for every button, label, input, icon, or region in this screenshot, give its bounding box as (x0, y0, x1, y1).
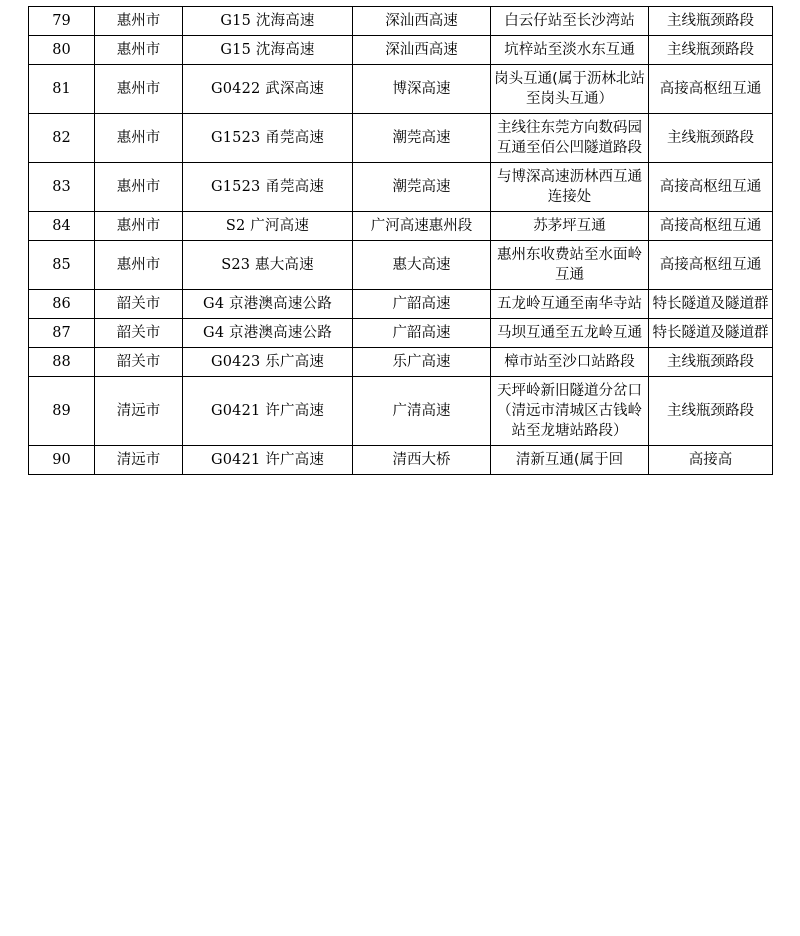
table-row (29, 212, 773, 241)
table-row (29, 377, 773, 446)
cell-city: 惠州市 (95, 65, 183, 114)
cell-city: 惠州市 (95, 241, 183, 290)
cell-road: S2 广河高速 (183, 212, 353, 241)
cell-type: 高接高枢纽互通 (649, 241, 773, 290)
cell-road: G0421 许广高速 (183, 377, 353, 446)
table-row (29, 446, 773, 475)
cell-road: G4 京港澳高速公路 (183, 319, 353, 348)
cell-type: 主线瓶颈路段 (649, 36, 773, 65)
cell-alias: 广河高速惠州段 (353, 212, 491, 241)
cell-type: 高接高枢纽互通 (649, 65, 773, 114)
cell-type: 高接高枢纽互通 (649, 163, 773, 212)
table-row (29, 348, 773, 377)
cell-section: 惠州东收费站至水面岭互通 (491, 241, 649, 290)
table-row (29, 7, 773, 36)
cell-road: G4 京港澳高速公路 (183, 290, 353, 319)
cell-city: 韶关市 (95, 348, 183, 377)
cell-no: 81 (29, 65, 95, 114)
cell-type: 主线瓶颈路段 (649, 7, 773, 36)
cell-city: 韶关市 (95, 319, 183, 348)
cell-section: 天坪岭新旧隧道分岔口（清远市清城区古钱岭站至龙塘站路段） (491, 377, 649, 446)
cell-no: 89 (29, 377, 95, 446)
cell-no: 90 (29, 446, 95, 475)
cell-no: 79 (29, 7, 95, 36)
cell-section: 五龙岭互通至南华寺站 (491, 290, 649, 319)
table-row (29, 290, 773, 319)
cell-alias: 深汕西高速 (353, 36, 491, 65)
highway-sections-table (28, 6, 773, 475)
cell-section: 樟市站至沙口站路段 (491, 348, 649, 377)
cell-city: 惠州市 (95, 114, 183, 163)
cell-road: G15 沈海高速 (183, 36, 353, 65)
cell-alias: 博深高速 (353, 65, 491, 114)
cell-section: 白云仔站至长沙湾站 (491, 7, 649, 36)
cell-type: 主线瓶颈路段 (649, 377, 773, 446)
cell-section: 岗头互通(属于沥林北站至岗头互通） (491, 65, 649, 114)
cell-road: G1523 甬莞高速 (183, 114, 353, 163)
cell-alias: 广韶高速 (353, 290, 491, 319)
cell-alias: 乐广高速 (353, 348, 491, 377)
cell-city: 惠州市 (95, 7, 183, 36)
cell-alias: 惠大高速 (353, 241, 491, 290)
cell-no: 85 (29, 241, 95, 290)
cell-city: 惠州市 (95, 36, 183, 65)
table-row (29, 163, 773, 212)
table-row (29, 319, 773, 348)
cell-type: 主线瓶颈路段 (649, 348, 773, 377)
cell-city: 清远市 (95, 377, 183, 446)
cell-no: 83 (29, 163, 95, 212)
cell-alias: 潮莞高速 (353, 163, 491, 212)
cell-section: 主线往东莞方向数码园互通至佰公凹隧道路段 (491, 114, 649, 163)
cell-city: 韶关市 (95, 290, 183, 319)
table-body (29, 7, 773, 475)
cell-road: G15 沈海高速 (183, 7, 353, 36)
cell-city: 惠州市 (95, 212, 183, 241)
cell-alias: 清西大桥 (353, 446, 491, 475)
cell-road: G0422 武深高速 (183, 65, 353, 114)
cell-no: 87 (29, 319, 95, 348)
cell-section: 马坝互通至五龙岭互通 (491, 319, 649, 348)
cell-no: 80 (29, 36, 95, 65)
table-row (29, 36, 773, 65)
document-page (0, 6, 800, 936)
cell-no: 86 (29, 290, 95, 319)
table-row (29, 114, 773, 163)
cell-type: 特长隧道及隧道群 (649, 290, 773, 319)
cell-no: 84 (29, 212, 95, 241)
cell-no: 88 (29, 348, 95, 377)
table-row (29, 65, 773, 114)
cell-type: 特长隧道及隧道群 (649, 319, 773, 348)
cell-alias: 潮莞高速 (353, 114, 491, 163)
cell-alias: 深汕西高速 (353, 7, 491, 36)
table-row (29, 241, 773, 290)
cell-section: 清新互通(属于回 (491, 446, 649, 475)
cell-road: G0421 许广高速 (183, 446, 353, 475)
cell-type: 主线瓶颈路段 (649, 114, 773, 163)
cell-road: S23 惠大高速 (183, 241, 353, 290)
cell-alias: 广韶高速 (353, 319, 491, 348)
cell-no: 82 (29, 114, 95, 163)
cell-road: G1523 甬莞高速 (183, 163, 353, 212)
cell-section: 苏茅坪互通 (491, 212, 649, 241)
cell-type: 高接高 (649, 446, 773, 475)
cell-section: 坑梓站至淡水东互通 (491, 36, 649, 65)
cell-city: 惠州市 (95, 163, 183, 212)
cell-alias: 广清高速 (353, 377, 491, 446)
cell-city: 清远市 (95, 446, 183, 475)
cell-road: G0423 乐广高速 (183, 348, 353, 377)
cell-section: 与博深高速沥林西互通连接处 (491, 163, 649, 212)
cell-type: 高接高枢纽互通 (649, 212, 773, 241)
